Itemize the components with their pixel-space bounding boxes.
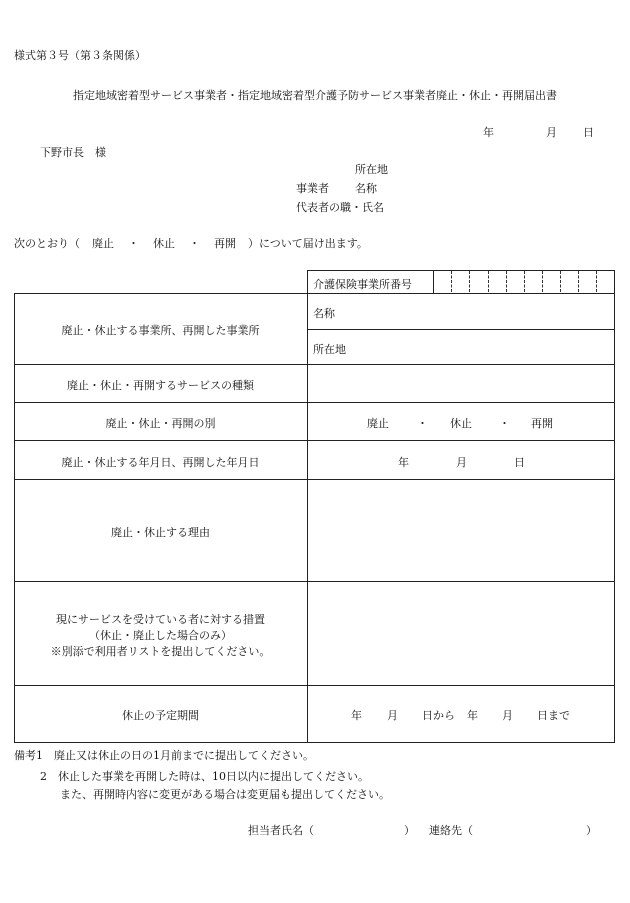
representative-label: 代表者の職・氏名: [296, 201, 384, 214]
period-start-day: 日から: [422, 709, 455, 722]
kind-separator: ・: [417, 417, 428, 430]
option-separator: ・: [128, 237, 139, 250]
date-month: 月: [546, 126, 557, 139]
table-border: [14, 742, 615, 743]
row-service-type-label: 廃止・休止・再開するサービスの種類: [67, 379, 254, 392]
row-measures-label-1: 現にサービスを受けている者に対する措置: [56, 613, 265, 626]
contact-phone-label: 連絡先（: [429, 824, 473, 837]
period-end-day: 日まで: [537, 709, 570, 722]
option-separator: ・: [189, 237, 200, 250]
period-end-year: 年: [467, 709, 478, 722]
table-border: [14, 685, 614, 686]
row-kind-label: 廃止・休止・再開の別: [105, 417, 216, 430]
row-measures-label-2: （休止・廃止した場合のみ）: [89, 629, 232, 642]
table-border: [14, 293, 614, 294]
measures-field[interactable]: [308, 582, 613, 684]
statement-suffix: ）について届け出ます。: [248, 237, 368, 250]
period-start-month: 月: [387, 709, 398, 722]
kind-option-resume[interactable]: 再開: [531, 417, 553, 430]
kind-option-suspend[interactable]: 休止: [450, 417, 472, 430]
service-type-field[interactable]: [308, 365, 613, 401]
option-abolish[interactable]: 廃止: [92, 237, 114, 250]
row-date-label: 廃止・休止する年月日、再開した年月日: [61, 456, 260, 469]
row-measures-label-3: ※別添で利用者リストを提出してください。: [50, 645, 271, 658]
note-2: 2 休止した事業を再開した時は、10日以内に提出してください。: [40, 770, 369, 783]
date-year: 年: [483, 126, 494, 139]
statement-prefix: 次のとおり（: [14, 237, 80, 250]
kind-option-abolish[interactable]: 廃止: [367, 417, 389, 430]
effective-year: 年: [398, 456, 409, 469]
effective-day: 日: [514, 456, 525, 469]
effective-month: 月: [456, 456, 467, 469]
table-border: [307, 329, 614, 330]
document-title: 指定地域密着型サービス事業者・指定地域密着型介護予防サービス事業者廃止・休止・再開届出書: [73, 89, 557, 102]
contact-phone-close: ）: [586, 824, 597, 837]
applicant-name-label: 名称: [355, 182, 377, 195]
reason-field[interactable]: [308, 480, 613, 580]
contact-person-close: ）: [404, 824, 415, 837]
contact-person-label: 担当者氏名（: [248, 824, 314, 837]
row-reason-label: 廃止・休止する理由: [111, 526, 210, 539]
option-resume[interactable]: 再開: [214, 237, 236, 250]
kind-separator: ・: [499, 417, 510, 430]
date-line: [483, 124, 594, 140]
form-number: 様式第３号（第３条関係）: [14, 49, 146, 62]
period-start-year: 年: [351, 709, 362, 722]
office-number-label: 介護保険事業所番号: [313, 278, 412, 291]
office-address-label: 所在地: [313, 343, 346, 356]
note-3: また、再開時内容に変更がある場合は変更届も提出してください。: [60, 788, 390, 801]
office-name-label: 名称: [313, 307, 335, 320]
row-period-label: 休止の予定期間: [122, 709, 199, 722]
contact-line: [248, 822, 597, 838]
table-border: [14, 440, 614, 441]
table-border: [14, 402, 614, 403]
date-day: 日: [583, 126, 594, 139]
addressee: 下野市長 様: [40, 146, 106, 159]
office-number-input[interactable]: [434, 271, 613, 292]
statement-line: [14, 235, 368, 251]
row-office-label: 廃止・休止する事業所、再開した事業所: [61, 324, 260, 337]
applicant-address-label: 所在地: [355, 163, 388, 176]
table-border: [614, 270, 615, 742]
applicant-role-label: 事業者: [296, 182, 329, 195]
period-end-month: 月: [502, 709, 513, 722]
option-suspend[interactable]: 休止: [153, 237, 175, 250]
note-1: 備考1 廃止又は休止の日の1月前までに提出してください。: [14, 749, 314, 762]
table-border: [14, 293, 15, 742]
